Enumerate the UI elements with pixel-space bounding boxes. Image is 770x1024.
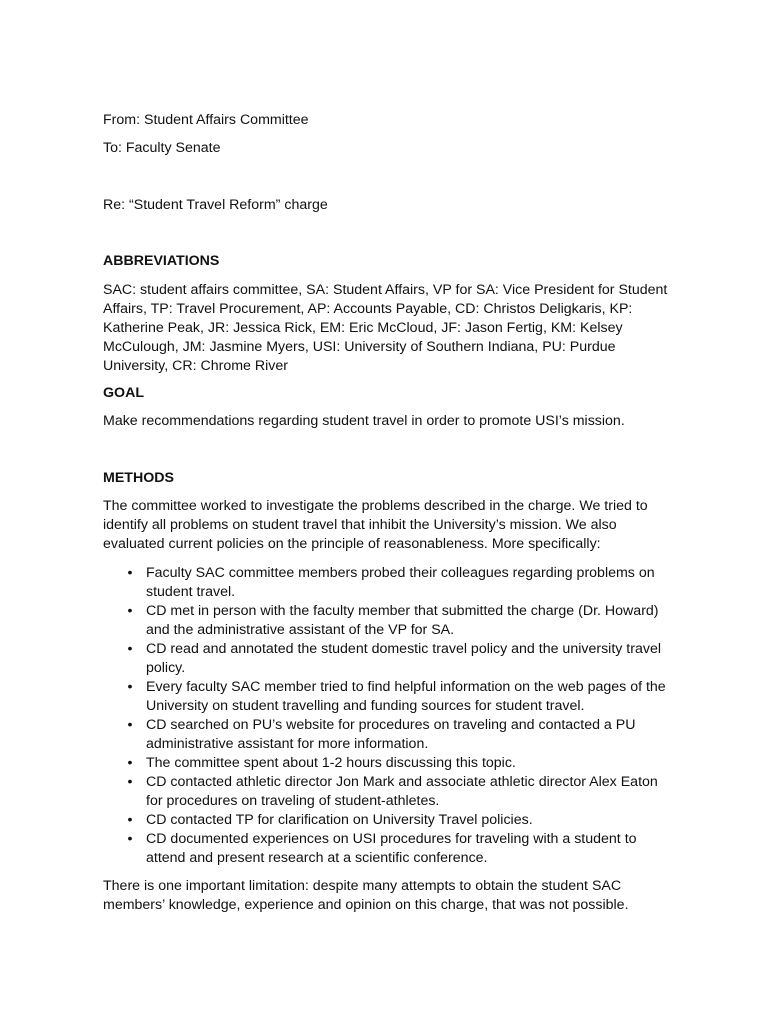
abbreviations-text: SAC: student affairs committee, SA: Student Affairs, VP for SA: Vice President for Student Affairs, TP: Travel Procurement, AP: Accounts Payable, CD: Christos Deligkaris, KP: Katherine Peak, JR: Jessica Rick, EM: Eric McCloud, JF: Jason Fertig, KM: Kelsey McCulough, JM: Jasmine Myers, USI: University of Southern Indiana, PU: Purdue University, CR: Chrome River [103, 282, 668, 374]
methods-intro: The committee worked to investigate the problems described in the charge. We tried to identify all problems on student travel that inhibit the University’s mission. We also evaluated current policies on the principle of reasonableness. More specifically: [103, 498, 648, 552]
list-item [103, 602, 673, 640]
methods-heading: METHODS [103, 470, 174, 486]
bullet-icon: • [127, 755, 133, 771]
list-item [103, 678, 673, 716]
list-item-text: CD contacted TP for clarification on University Travel policies. [146, 812, 533, 828]
memo-from: From: Student Affairs Committee [103, 112, 309, 128]
list-item-text: Every faculty SAC member tried to find helpful information on the web pages of the University on student travelling and funding sources for student travel. [146, 679, 666, 714]
goal-heading: GOAL [103, 385, 144, 401]
bullet-icon: • [127, 774, 133, 790]
list-item [103, 716, 673, 754]
list-item [103, 811, 673, 830]
list-item [103, 640, 673, 678]
list-item-text: CD searched on PU’s website for procedures on traveling and contacted a PU administrative assistant for more information. [146, 717, 636, 752]
bullet-icon: • [127, 831, 133, 847]
list-item [103, 564, 673, 602]
bullet-icon: • [127, 812, 133, 828]
bullet-icon: • [127, 565, 133, 581]
abbreviations-heading: ABBREVIATIONS [103, 253, 220, 269]
memo-subject: Re: “Student Travel Reform” charge [103, 197, 328, 213]
goal-text: Make recommendations regarding student travel in order to promote USI’s mission. [103, 413, 625, 429]
bullet-icon: • [127, 641, 133, 657]
memo-to: To: Faculty Senate [103, 140, 221, 156]
bullet-icon: • [127, 679, 133, 695]
list-item [103, 830, 673, 868]
methods-list [103, 564, 673, 868]
list-item-text: CD documented experiences on USI procedures for traveling with a student to attend and present research at a scientific conference. [146, 831, 637, 866]
bullet-icon: • [127, 603, 133, 619]
list-item [103, 773, 673, 811]
list-item-text: CD contacted athletic director Jon Mark and associate athletic director Alex Eaton for procedures on traveling of student-athletes. [146, 774, 658, 809]
list-item-text: CD read and annotated the student domestic travel policy and the university travel policy. [146, 641, 661, 676]
list-item-text: CD met in person with the faculty member that submitted the charge (Dr. Howard) and the administrative assistant of the VP for SA. [146, 603, 659, 638]
list-item [103, 754, 673, 773]
methods-limitation: There is one important limitation: despite many attempts to obtain the student SAC members’ knowledge, experience and opinion on this charge, that was not possible. [103, 878, 629, 913]
list-item-text: The committee spent about 1-2 hours discussing this topic. [146, 755, 516, 771]
bullet-icon: • [127, 717, 133, 733]
list-item-text: Faculty SAC committee members probed their colleagues regarding problems on student travel. [146, 565, 655, 600]
